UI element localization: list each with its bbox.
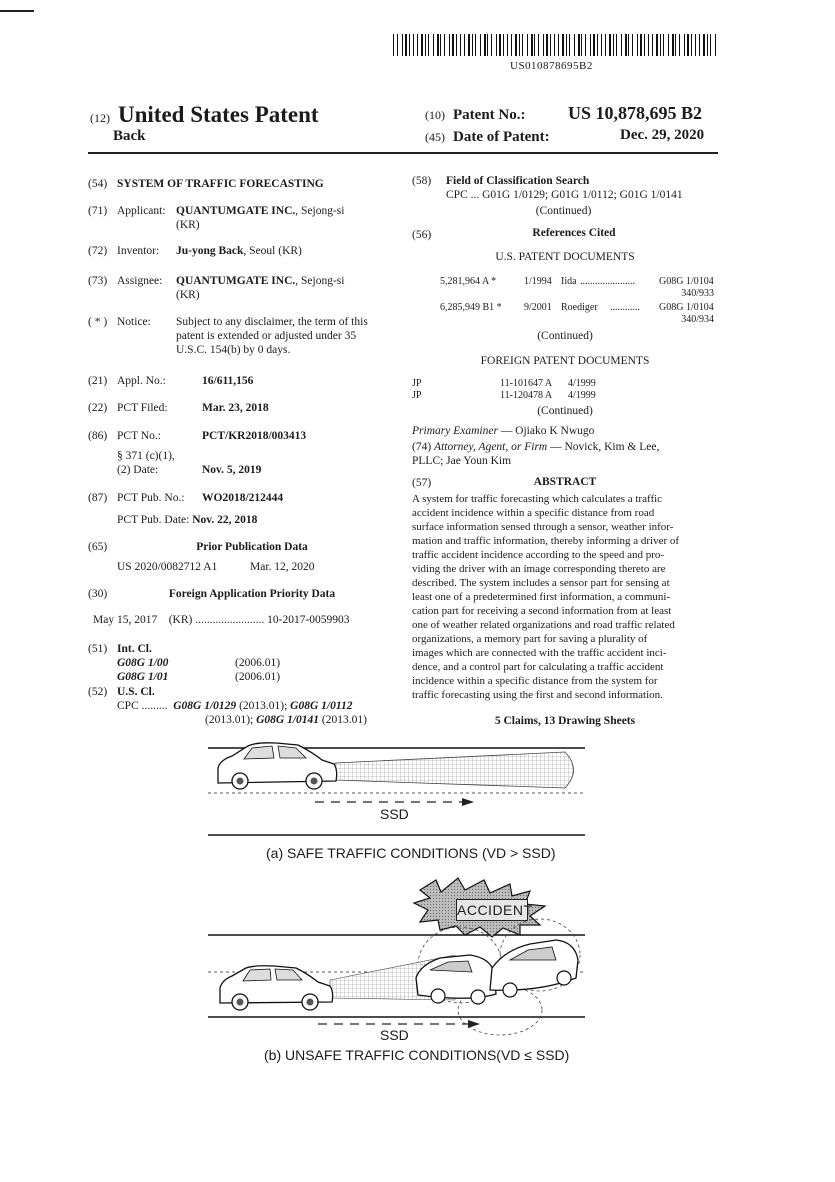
pct-filed-code: (22)	[88, 402, 108, 414]
car-icon	[218, 743, 337, 789]
appl-code: (21)	[88, 375, 108, 387]
ssd-label-b: SSD	[380, 1027, 409, 1043]
barcode-bar	[499, 34, 501, 56]
cpc-2-date: (2013.01);	[205, 714, 254, 726]
barcode-bar	[405, 34, 407, 56]
barcode-bar	[663, 34, 664, 56]
foreign-priority-country: (KR)	[168, 614, 193, 626]
approaching-car-icon	[220, 966, 333, 1010]
barcode-bar	[393, 34, 394, 56]
barcode-bar	[558, 34, 559, 56]
int-cl-2-date: (2006.01)	[235, 671, 281, 683]
foreign-priority-code: (30)	[88, 588, 108, 600]
barcode	[393, 34, 719, 56]
foreign-docs-continued: (Continued)	[537, 405, 593, 417]
barcode-bar	[484, 34, 486, 56]
appl-number: 16/611,156	[202, 375, 254, 387]
barcode-bar	[590, 34, 591, 56]
field-cpc: CPC ... G01G 1/0129; G01G 1/0112; G01G 1/0141	[446, 189, 683, 201]
us-doc-date: 1/1994	[524, 276, 552, 287]
foreign-doc-row	[412, 378, 718, 390]
barcode-bar	[437, 34, 439, 56]
foreign-doc-date: 4/1999	[568, 390, 596, 401]
barcode-bar	[569, 34, 570, 56]
attorney-code: (74)	[412, 441, 432, 453]
notice-line-3: U.S.C. 154(b) by 0 days.	[176, 344, 291, 356]
barcode-bar	[472, 34, 473, 56]
applicant-country: (KR)	[176, 219, 200, 231]
foreign-priority-date: May 15, 2017	[93, 614, 158, 626]
barcode-bar	[640, 34, 642, 56]
header-code-10: (10)	[425, 108, 445, 122]
foreign-priority-entry	[93, 613, 350, 627]
barcode-bar	[409, 34, 410, 56]
foreign-doc-country: JP	[412, 390, 422, 401]
barcode-bar	[491, 34, 492, 56]
abstract-line: cation part for receiving a second information from at least	[412, 605, 672, 617]
barcode-bar	[672, 34, 674, 56]
barcode-bar	[616, 34, 617, 56]
notice-line-1: Subject to any disclaimer, the term of this	[176, 316, 368, 328]
barcode-bar	[468, 34, 470, 56]
title-code: (54)	[88, 178, 108, 190]
examiner-line	[412, 424, 594, 438]
barcode-bar	[515, 34, 517, 56]
cpc-3-date: (2013.01)	[321, 714, 367, 726]
inventor-code: (72)	[88, 245, 108, 257]
abstract-line: mation and traffic information, thereby informing a driver of	[412, 535, 680, 547]
barcode-bar	[703, 34, 705, 56]
assignee-value	[176, 274, 344, 288]
barcode-bar	[522, 34, 523, 56]
barcode-bar	[710, 34, 711, 56]
abstract-line: accident incidence within a specific distance from road	[412, 507, 655, 519]
date-of-patent: Dec. 29, 2020	[620, 127, 705, 143]
barcode-bar	[417, 34, 418, 56]
barcode-bar	[449, 34, 450, 56]
barcode-bar	[402, 34, 403, 56]
abstract-line: images which are connected with the traffic accident inci-	[412, 647, 667, 659]
cpc-line-2	[205, 713, 367, 727]
abstract-line: dence, and a control part for calculating a traffic accident	[412, 661, 664, 673]
foreign-docs-list	[412, 378, 718, 402]
pct-pub-number: WO2018/212444	[202, 492, 284, 504]
notice-label: Notice:	[117, 316, 151, 328]
scan-mark	[0, 10, 34, 12]
barcode-bar	[444, 34, 445, 56]
barcode-bar	[566, 34, 567, 56]
barcode-bar	[625, 34, 627, 56]
barcode-bar	[397, 34, 398, 56]
patent-number: US 10,878,695 B2	[568, 103, 703, 123]
ssd-arrowhead-a	[462, 798, 474, 806]
barcode-bar	[695, 34, 696, 56]
us-doc-subclass: 340/933	[681, 288, 714, 299]
header-rule	[88, 152, 718, 154]
barcode-bar	[456, 34, 457, 56]
us-doc-name: Iida	[561, 276, 577, 287]
int-cl-1-date: (2006.01)	[235, 657, 281, 669]
header-left	[90, 102, 319, 128]
pct-filed-date: Mar. 23, 2018	[202, 402, 269, 414]
foreign-docs-heading: FOREIGN PATENT DOCUMENTS	[480, 355, 650, 367]
field-code: (58)	[412, 175, 432, 187]
inventor-surname: Back	[113, 128, 146, 144]
abstract-body	[412, 492, 718, 702]
int-cl-label: Int. Cl.	[117, 643, 152, 655]
assignee-label: Assignee:	[117, 275, 163, 287]
barcode-bar	[464, 34, 465, 56]
abstract-line: incidence within a specific distance from the system for	[412, 675, 658, 687]
barcode-bar	[668, 34, 669, 56]
barcode-bar	[487, 34, 488, 56]
barcode-bar	[609, 34, 611, 56]
appl-label: Appl. No.:	[117, 375, 166, 387]
int-cl-code: (51)	[88, 643, 108, 655]
cpc-2: G08G 1/0112	[290, 700, 353, 712]
header-code-12: (12)	[90, 111, 110, 125]
applicant-code: (71)	[88, 205, 108, 217]
cpc-line-1	[117, 699, 352, 713]
barcode-bar	[601, 34, 602, 56]
barcode-bar	[562, 34, 564, 56]
barcode-bar	[707, 34, 708, 56]
header-code-45: (45)	[425, 130, 445, 144]
crashed-car-2-icon	[490, 940, 578, 997]
foreign-doc-number: 11-101647 A	[500, 378, 553, 389]
inventor-location: , Seoul (KR)	[243, 245, 302, 257]
barcode-bar	[534, 34, 535, 56]
pct-no-label: PCT No.:	[117, 430, 161, 442]
assignee-country: (KR)	[176, 289, 200, 301]
abstract-line: viding the driver with an image corresponding thereto are	[412, 563, 666, 575]
pct-pub-code: (87)	[88, 492, 108, 504]
barcode-bar	[675, 34, 676, 56]
abstract-line: traffic forecasting using the first and second information.	[412, 689, 663, 701]
int-cl-1: G08G 1/00	[117, 657, 169, 669]
barcode-bar	[511, 34, 512, 56]
pct-pub-date-label: PCT Pub. Date:	[117, 514, 190, 526]
applicant-value	[176, 204, 344, 218]
barcode-bar	[578, 34, 580, 56]
headlight-beam-a	[335, 752, 574, 788]
accident-label: ACCIDENT	[456, 899, 528, 921]
barcode-bar	[496, 34, 497, 56]
pct-pub-label: PCT Pub. No.:	[117, 492, 185, 504]
barcode-bar	[644, 34, 645, 56]
refs-code: (56)	[412, 229, 432, 241]
barcode-bar	[637, 34, 638, 56]
publication-number: US010878695B2	[510, 60, 593, 72]
barcode-bar	[433, 34, 434, 56]
barcode-bar	[679, 34, 680, 56]
foreign-doc-number: 11-120478 A	[500, 390, 553, 401]
barcode-bar	[699, 34, 700, 56]
barcode-bar	[585, 34, 586, 56]
us-doc-class: G08G 1/0104	[659, 276, 714, 287]
us-cl-label: U.S. Cl.	[117, 686, 155, 698]
patent-number-label: Patent No.:	[453, 107, 526, 123]
s371-line-1: § 371 (c)(1),	[117, 450, 175, 462]
s371-date: Nov. 5, 2019	[202, 464, 262, 476]
claims-summary: 5 Claims, 13 Drawing Sheets	[494, 715, 636, 727]
abstract-line: organizations, a memory part for saving a plurality of	[412, 633, 648, 645]
barcode-bar	[531, 34, 533, 56]
barcode-bar	[503, 34, 504, 56]
notice-code: ( * )	[88, 316, 108, 328]
barcode-bar	[574, 34, 575, 56]
us-doc-date: 9/2001	[524, 302, 552, 313]
traffic-figure	[0, 735, 835, 1075]
pct-number: PCT/KR2018/003413	[202, 430, 307, 442]
assignee-name: QUANTUMGATE INC.	[176, 275, 296, 287]
barcode-bar	[460, 34, 461, 56]
invention-title: SYSTEM OF TRAFFIC FORECASTING	[117, 178, 324, 190]
pct-pub-date-line	[117, 513, 257, 527]
barcode-bar	[715, 34, 716, 56]
examiner-name: — Ojiako K Nwugo	[497, 425, 595, 437]
prior-number: US 2020/0082712 A1	[117, 561, 218, 573]
us-doc-row	[412, 302, 718, 328]
cpc-1: G08G 1/0129	[173, 700, 237, 712]
abstract-heading: ABSTRACT	[533, 476, 597, 488]
document-type-title: United States Patent	[118, 102, 319, 127]
s371-line-2: (2) Date:	[117, 464, 159, 476]
abstract-code: (57)	[412, 477, 432, 489]
attorney-label: Attorney, Agent, or Firm	[434, 441, 548, 453]
barcode-bar	[527, 34, 528, 56]
foreign-doc-row	[412, 390, 718, 402]
foreign-priority-number: 10-2017-0059903	[267, 614, 350, 626]
barcode-bar	[621, 34, 622, 56]
us-docs-list	[412, 276, 718, 328]
barcode-bar	[543, 34, 544, 56]
abstract-line: surface information sensed through a sensor, weather infor-	[412, 521, 674, 533]
abstract-line: A system for traffic forecasting which calculates a traffic	[412, 493, 663, 505]
field-heading: Field of Classification Search	[446, 175, 590, 187]
applicant-label: Applicant:	[117, 205, 166, 217]
barcode-bar	[554, 34, 555, 56]
inventor-label: Inventor:	[117, 245, 160, 257]
barcode-bar	[581, 34, 582, 56]
us-doc-leader: ......................	[580, 276, 635, 287]
foreign-priority-heading: Foreign Application Priority Data	[168, 588, 336, 600]
cpc-1-date: (2013.01);	[239, 700, 288, 712]
field-continued: (Continued)	[535, 205, 592, 217]
date-of-patent-line	[425, 128, 550, 146]
barcode-bar	[632, 34, 633, 56]
foreign-doc-country: JP	[412, 378, 422, 389]
barcode-bar	[691, 34, 692, 56]
us-doc-subclass: 340/934	[681, 314, 714, 325]
foreign-doc-date: 4/1999	[568, 378, 596, 389]
us-cl-code: (52)	[88, 686, 108, 698]
barcode-bar	[660, 34, 661, 56]
us-doc-leader: ............	[610, 302, 640, 313]
inventor-value	[176, 244, 302, 258]
pct-filed-label: PCT Filed:	[117, 402, 168, 414]
attorney-line-1	[412, 440, 659, 454]
patent-number-line	[425, 106, 525, 124]
inventor-name: Ju-yong Back	[176, 245, 244, 257]
barcode-bar	[452, 34, 454, 56]
barcode-bar	[628, 34, 629, 56]
refs-heading: References Cited	[532, 227, 616, 239]
assignee-location: , Sejong-si	[295, 275, 345, 287]
barcode-bar	[652, 34, 653, 56]
caption-b: (b) UNSAFE TRAFFIC CONDITIONS(VD ≤ SSD)	[264, 1047, 570, 1063]
us-docs-heading: U.S. PATENT DOCUMENTS	[495, 251, 635, 263]
barcode-bar	[605, 34, 606, 56]
us-doc-number: 5,281,964 A *	[440, 276, 497, 287]
caption-a: (a) SAFE TRAFFIC CONDITIONS (VD > SSD)	[266, 845, 556, 861]
examiner-label: Primary Examiner	[412, 425, 498, 437]
assignee-code: (73)	[88, 275, 108, 287]
pct-no-code: (86)	[88, 430, 108, 442]
barcode-bar	[648, 34, 649, 56]
us-doc-number: 6,285,949 B1 *	[440, 302, 502, 313]
barcode-bar	[597, 34, 598, 56]
abstract-line: least one of a predetermined first information, a communi-	[412, 591, 671, 603]
abstract-line: described. The system includes a sensor part for sensing at	[412, 577, 670, 589]
barcode-bar	[425, 34, 426, 56]
int-cl-2: G08G 1/01	[117, 671, 169, 683]
barcode-bar	[546, 34, 548, 56]
applicant-name: QUANTUMGATE INC.	[176, 205, 296, 217]
attorney-line-2: PLLC; Jae Youn Kim	[412, 455, 512, 467]
ssd-label-a: SSD	[380, 806, 409, 822]
us-doc-row	[412, 276, 718, 302]
barcode-bar	[538, 34, 539, 56]
barcode-bar	[684, 34, 685, 56]
cpc-label: CPC .........	[117, 700, 168, 712]
cpc-3: G08G 1/0141	[256, 714, 320, 726]
foreign-priority-leader: ........................	[195, 614, 265, 626]
abstract-line: traffic accident incidence according to the speed and pro-	[412, 549, 665, 561]
prior-code: (65)	[88, 541, 108, 553]
prior-date: Mar. 12, 2020	[250, 561, 315, 573]
barcode-bar	[507, 34, 508, 56]
barcode-bar	[475, 34, 476, 56]
barcode-bar	[519, 34, 520, 56]
attorney-name-1: — Novick, Kim & Lee,	[547, 441, 660, 453]
us-doc-class: G08G 1/0104	[659, 302, 714, 313]
barcode-bar	[440, 34, 441, 56]
applicant-location: , Sejong-si	[295, 205, 345, 217]
barcode-bar	[421, 34, 423, 56]
prior-heading: Prior Publication Data	[196, 541, 308, 553]
barcode-bar	[613, 34, 614, 56]
notice-line-2: patent is extended or adjusted under 35	[176, 330, 357, 342]
pct-pub-date: Nov. 22, 2018	[192, 514, 258, 526]
barcode-bar	[480, 34, 481, 56]
barcode-bar	[413, 34, 414, 56]
date-of-patent-label: Date of Patent:	[453, 129, 550, 145]
barcode-bar	[593, 34, 595, 56]
barcode-bar	[550, 34, 551, 56]
barcode-bar	[656, 34, 658, 56]
us-docs-continued: (Continued)	[537, 330, 593, 342]
barcode-bar	[428, 34, 429, 56]
barcode-bar	[687, 34, 689, 56]
ssd-arrowhead-b	[468, 1020, 480, 1028]
us-doc-name: Roediger	[561, 302, 598, 313]
abstract-line: one of weather related organizations and road traffic related	[412, 619, 675, 631]
